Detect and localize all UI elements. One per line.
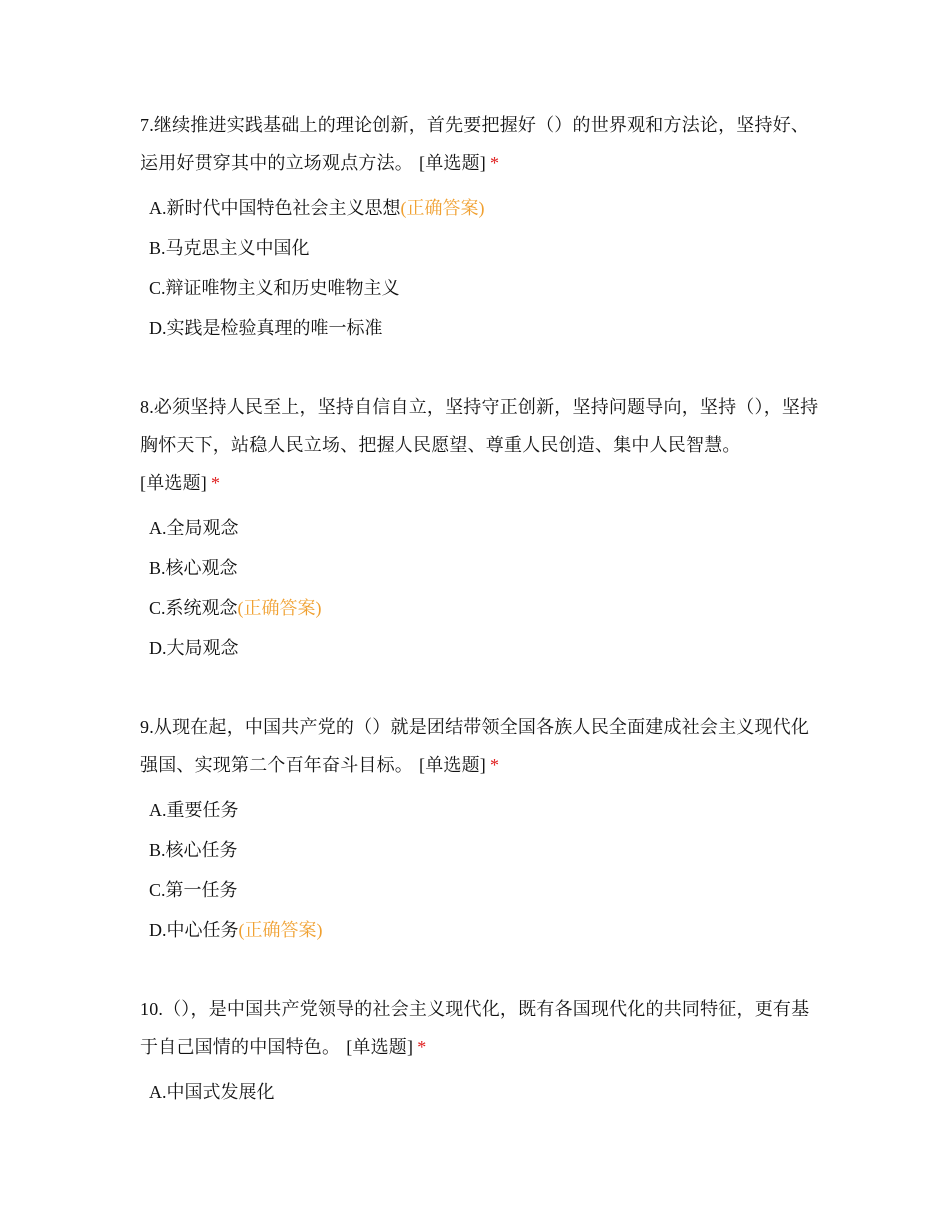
question-type: [单选题] — [419, 755, 486, 775]
option-label: B.核心任务 — [149, 840, 238, 860]
question-stem: 从现在起，中国共产党的（）就是团结带领全国各族人民全面建成社会主义现代化强国、实现第二个百年奋斗目标。 — [140, 717, 810, 775]
required-mark: * — [490, 153, 500, 173]
option-label: A.重要任务 — [149, 800, 239, 820]
option-a[interactable] — [140, 188, 820, 228]
option-label: A.新时代中国特色社会主义思想 — [149, 198, 401, 218]
option-d[interactable] — [140, 910, 820, 950]
question-number: 9. — [140, 717, 154, 737]
required-mark: * — [417, 1037, 427, 1057]
option-label: A.中国式发展化 — [149, 1082, 275, 1102]
question-7 — [140, 106, 820, 348]
question-text — [140, 388, 820, 502]
required-mark: * — [490, 755, 500, 775]
question-stem: 继续推进实践基础上的理论创新，首先要把握好（）的世界观和方法论，坚持好、运用好贯穿其中的立场观点方法。 — [140, 115, 810, 173]
question-type: [单选题] — [140, 473, 207, 493]
question-10 — [140, 990, 820, 1112]
question-number: 7. — [140, 115, 154, 135]
option-a[interactable] — [140, 790, 820, 830]
question-text — [140, 708, 820, 784]
option-a[interactable] — [140, 1072, 820, 1112]
option-label: C.第一任务 — [149, 880, 238, 900]
question-number: 8. — [140, 397, 154, 417]
option-label: D.中心任务 — [149, 920, 239, 940]
option-label: D.实践是检验真理的唯一标准 — [149, 318, 383, 338]
option-b[interactable] — [140, 830, 820, 870]
option-label: C.辩证唯物主义和历史唯物主义 — [149, 278, 400, 298]
option-b[interactable] — [140, 228, 820, 268]
question-9 — [140, 708, 820, 950]
question-number: 10. — [140, 999, 164, 1019]
option-label: B.马克思主义中国化 — [149, 238, 310, 258]
option-c[interactable] — [140, 588, 820, 628]
question-type: [单选题] — [419, 153, 486, 173]
question-stem: （），是中国共产党领导的社会主义现代化，既有各国现代化的共同特征，更有基于自己国情的中国特色。 — [140, 999, 810, 1057]
option-label: D.大局观念 — [149, 638, 239, 658]
option-d[interactable] — [140, 628, 820, 668]
correct-answer-mark: (正确答案) — [400, 198, 485, 218]
option-a[interactable] — [140, 508, 820, 548]
question-text — [140, 106, 820, 182]
option-d[interactable] — [140, 308, 820, 348]
required-mark: * — [211, 473, 221, 493]
option-label: B.核心观念 — [149, 558, 238, 578]
option-c[interactable] — [140, 870, 820, 910]
option-label: A.全局观念 — [149, 518, 239, 538]
question-text — [140, 990, 820, 1066]
question-type: [单选题] — [346, 1037, 414, 1057]
question-stem: 必须坚持人民至上，坚持自信自立，坚持守正创新，坚持问题导向，坚持（），坚持胸怀天下，站稳人民立场、把握人民愿望、尊重人民创造、集中人民智慧。 — [140, 397, 819, 455]
option-b[interactable] — [140, 548, 820, 588]
option-label: C.系统观念 — [149, 598, 238, 618]
correct-answer-mark: (正确答案) — [237, 598, 322, 618]
question-list — [140, 106, 820, 1152]
option-c[interactable] — [140, 268, 820, 308]
correct-answer-mark: (正确答案) — [238, 920, 323, 940]
question-8 — [140, 388, 820, 668]
